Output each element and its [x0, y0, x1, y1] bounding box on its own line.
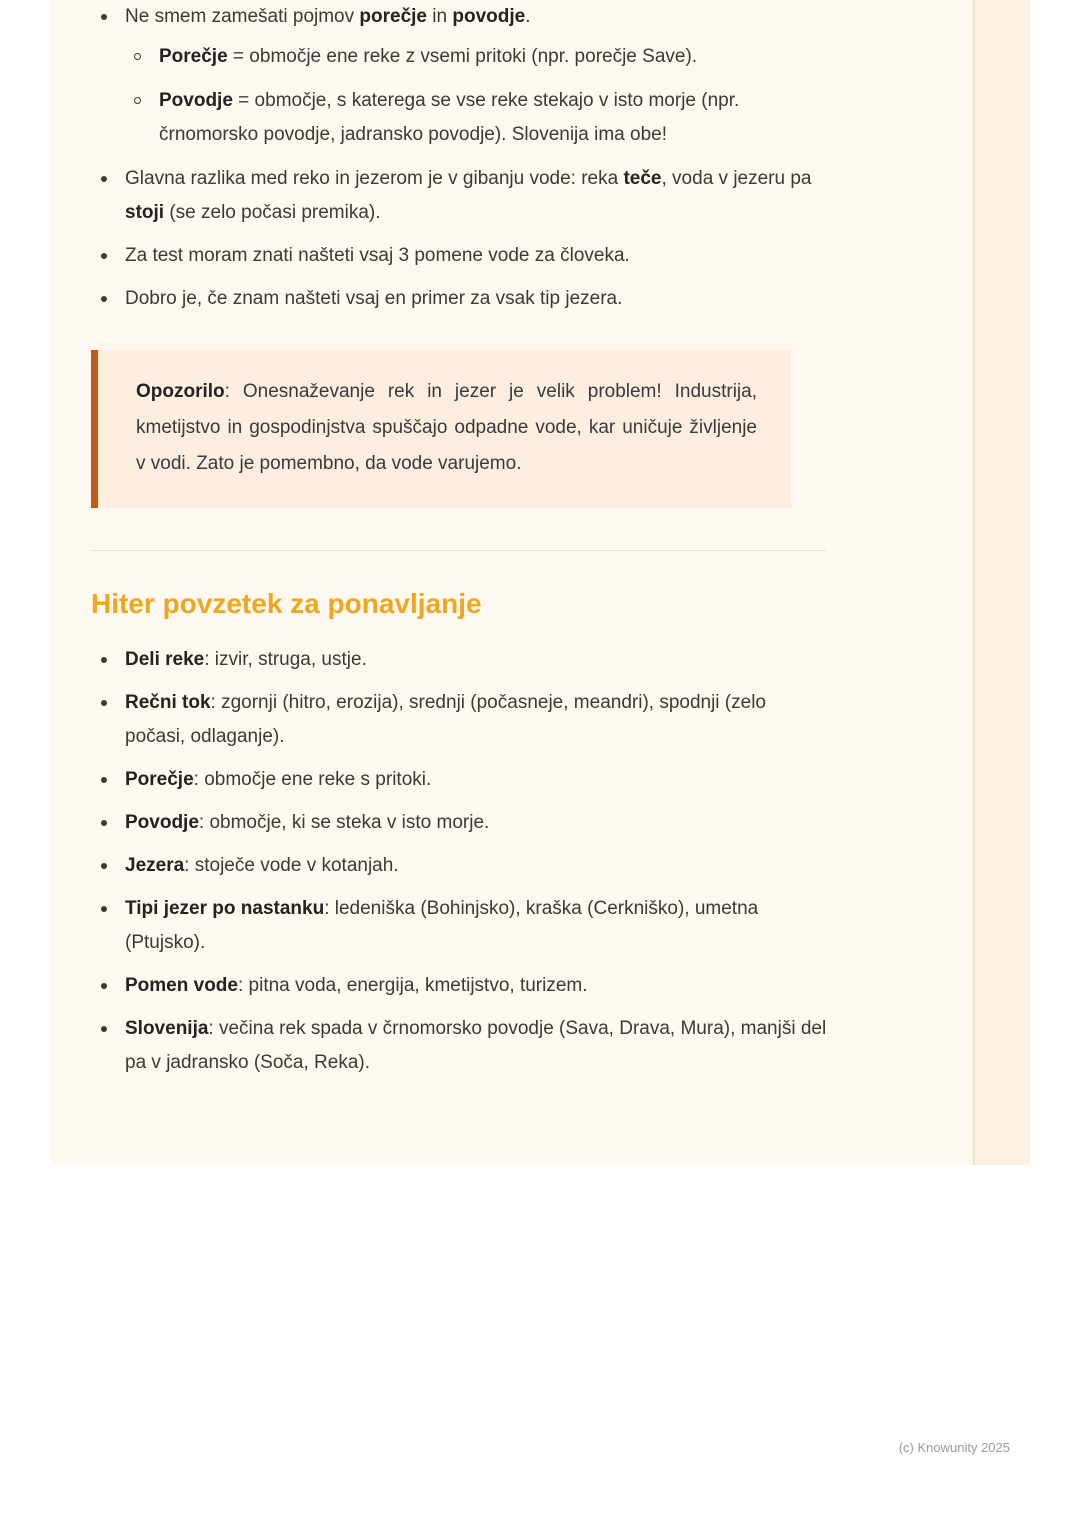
- bold-term: Pomen vode: [125, 975, 238, 996]
- bold-term: stoji: [125, 202, 165, 223]
- bold-term: Deli reke: [125, 649, 205, 670]
- list-item: [91, 763, 831, 797]
- bold-term: Porečje: [125, 769, 194, 790]
- list-item: [91, 892, 831, 960]
- bold-term: Jezera: [125, 855, 185, 876]
- text-run: : ledeniška (Bohinjsko), kraška (Cerkniško), umetna (Ptujsko).: [125, 898, 759, 953]
- summary-list: [91, 643, 831, 1080]
- bold-term: Povodje: [159, 90, 233, 111]
- bold-term: povodje: [452, 6, 526, 27]
- list-item-text: [125, 245, 630, 266]
- warning-callout-text: [136, 374, 757, 482]
- warning-callout: [91, 350, 791, 508]
- list-item: [91, 282, 831, 316]
- top-notes-list: [91, 0, 831, 316]
- list-item: [91, 686, 831, 754]
- text-run: .: [525, 6, 531, 27]
- sub-list-item: [125, 84, 831, 152]
- text-run: : stoječe vode v kotanjah.: [184, 855, 399, 876]
- list-item: [91, 806, 831, 840]
- bold-term: porečje: [359, 6, 427, 27]
- text-run: in: [427, 6, 453, 27]
- bold-term: Porečje: [159, 46, 228, 67]
- text-run: Ne smem zamešati pojmov: [125, 6, 360, 27]
- sub-list-item: [125, 40, 831, 74]
- text-run: : večina rek spada v črnomorsko povodje (Sava, Drava, Mura), manjši del pa v jadransko (Soča, Reka).: [125, 1018, 827, 1073]
- panel-edge-band: [51, 0, 69, 186]
- sub-list: [125, 40, 831, 152]
- text-run: : območje ene reke s pritoki.: [193, 769, 432, 790]
- text-run: : območje, ki se steka v isto morje.: [198, 812, 490, 833]
- summary-section-title: Hiter povzetek za ponavljanje: [91, 588, 482, 619]
- document-body: [91, 0, 831, 1089]
- list-item-text: [125, 6, 530, 27]
- list-item: [91, 643, 831, 677]
- text-run: Dobro je, če znam našteti vsaj en primer za vsak tip jezera.: [125, 288, 623, 309]
- bold-term: Rečni tok: [125, 692, 211, 713]
- text-run: , voda v jezeru pa: [661, 168, 812, 189]
- list-item: [91, 239, 831, 273]
- text-run: Glavna razlika med reko in jezerom je v gibanju vode: reka: [125, 168, 624, 189]
- list-item: [91, 849, 831, 883]
- bold-term: Tipi jezer po nastanku: [125, 898, 325, 919]
- text-run: = območje ene reke z vsemi pritoki (npr. porečje Save).: [227, 46, 698, 67]
- list-item-text: [125, 168, 811, 223]
- text-run: (se zelo počasi premika).: [164, 202, 381, 223]
- bold-term: Slovenija: [125, 1018, 209, 1039]
- list-item-text: [125, 288, 622, 309]
- list-item: [91, 1012, 831, 1080]
- list-item: [91, 162, 831, 230]
- section-divider: [91, 550, 826, 551]
- text-run: : izvir, struga, ustje.: [204, 649, 367, 670]
- bold-term: Opozorilo: [136, 381, 225, 402]
- text-run: Za test moram znati našteti vsaj 3 pomene vode za človeka.: [125, 245, 630, 266]
- text-run: : Onesnaževanje rek in jezer je velik problem! Industrija, kmetijstvo in gospodinjstva spuščajo odpadne vode, kar uničuje življenje v vodi. Zato je pomembno, da vode varujemo.: [136, 381, 757, 474]
- list-item: [91, 969, 831, 1003]
- panel-right-stripe: [973, 0, 1030, 1165]
- text-run: : zgornji (hitro, erozija), srednji (počasneje, meandri), spodnji (zelo počasi, odlaganje).: [125, 692, 766, 747]
- list-item: [91, 0, 831, 152]
- copyright-footer: (c) Knowunity 2025: [898, 1440, 1010, 1455]
- text-run: : pitna voda, energija, kmetijstvo, turizem.: [237, 975, 588, 996]
- bold-term: teče: [623, 168, 662, 189]
- text-run: = območje, s katerega se vse reke stekajo v isto morje (npr. črnomorsko povodje, jadransko povodje). Slovenija ima obe!: [159, 90, 740, 145]
- bold-term: Povodje: [125, 812, 199, 833]
